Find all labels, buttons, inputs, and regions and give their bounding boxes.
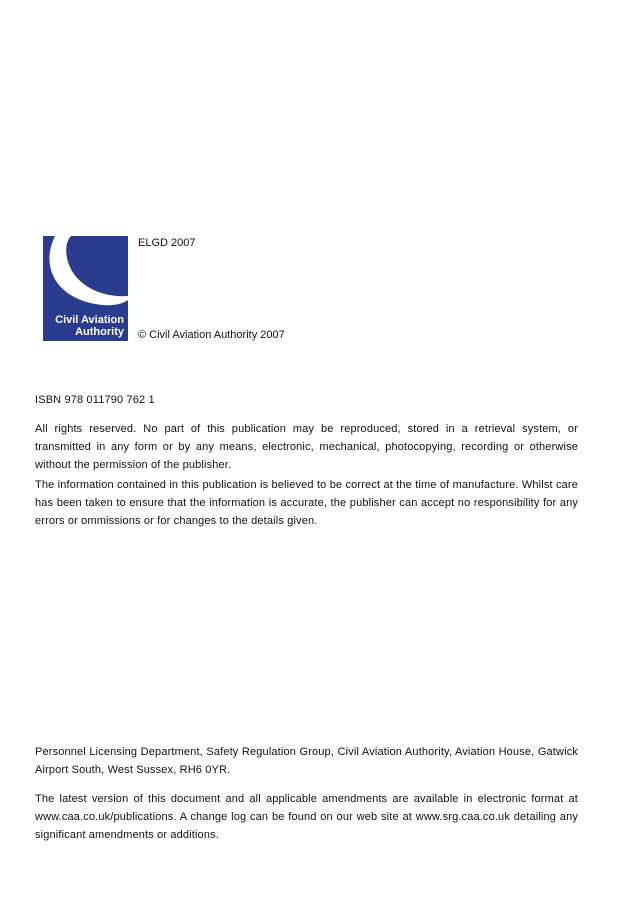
copyright-text: Civil Aviation Authority 2007 — [149, 329, 285, 341]
address-paragraph — [35, 743, 578, 779]
isbn-line — [35, 391, 578, 409]
logo-line-1: Civil Aviation — [55, 314, 124, 326]
logo-line-2: Authority — [75, 326, 124, 338]
isbn-text: ISBN 978 011790 762 1 — [35, 394, 155, 406]
logo-wordmark — [55, 314, 124, 338]
rights-text: All rights reserved. No part of this publication may be reproduced, stored in a retrieval system, or transmitted in any form or by any means, electronic, mechanical, photocopying, recording or otherwise without the permission of the publisher. — [35, 423, 578, 471]
rights-paragraph — [35, 420, 578, 474]
copyright-symbol: © — [138, 329, 147, 341]
latest-version-text: The latest version of this document and all applicable amendments are available in electronic format at www.caa.co.uk/publications. A change log can be found on our web site at www.srg.caa.co.uk detailing any significant amendments or additions. — [35, 793, 578, 841]
copyright-line — [138, 329, 285, 341]
information-paragraph — [35, 476, 578, 530]
latest-version-paragraph — [35, 790, 578, 844]
caa-logo — [43, 236, 128, 341]
information-text: The information contained in this publication is believed to be correct at the time of manufacture. Whilst care has been taken to ensure that the information is accurate, the publisher can accept no responsibility for any errors or ommissions or for changes to the details given. — [35, 479, 578, 527]
document-reference: ELGD 2007 — [138, 237, 196, 249]
address-text: Personnel Licensing Department, Safety Regulation Group, Civil Aviation Authority, Aviation House, Gatwick Airport South, West Sussex, RH6 0YR. — [35, 746, 578, 776]
